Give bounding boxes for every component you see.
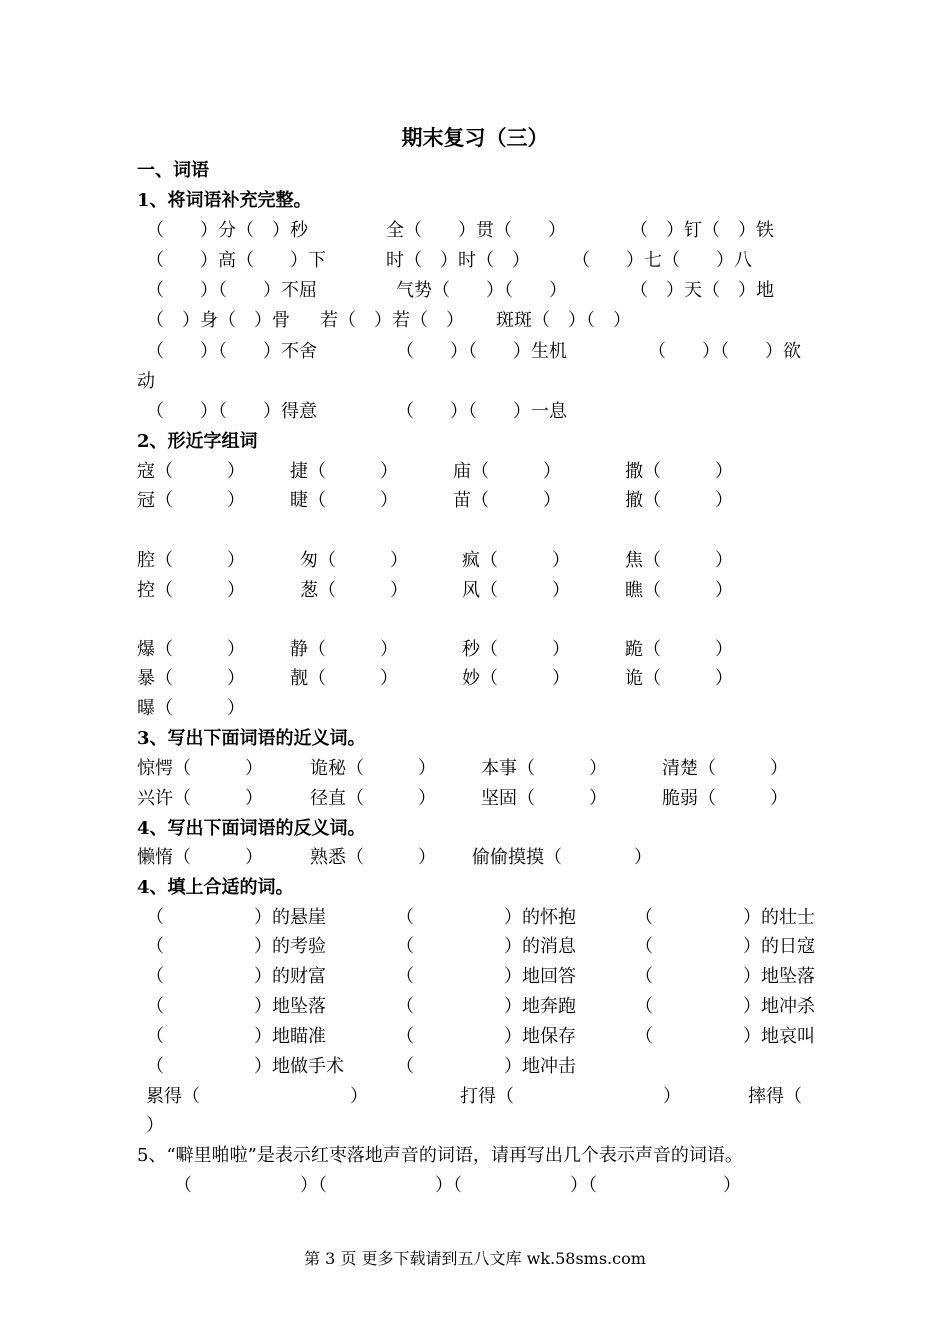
char-item: 爆（ ）	[137, 639, 245, 660]
char-item: 曝（ ）	[137, 698, 245, 719]
char-item: 诡（ ）	[625, 668, 733, 689]
fill-item: 全（ ）贯（ ）	[386, 220, 566, 241]
char-item: 妙（ ）	[462, 668, 570, 689]
synonym-item: 诡秘（ ）	[310, 758, 436, 779]
fill-item: （ ）七（ ）八	[572, 250, 752, 271]
fill-item: （ ）（ ）不屈	[146, 280, 317, 301]
phrase-item: （ ）地回答	[396, 966, 576, 987]
phrase-item: （ ）的消息	[396, 936, 576, 957]
char-item: 疯（ ）	[462, 550, 570, 571]
phrase-item: （ ）地哀叫	[635, 1026, 815, 1047]
phrase-item: （ ）地保存	[396, 1026, 576, 1047]
de-phrase-label: 累得（	[146, 1086, 200, 1107]
synonym-item: 坚固（ ）	[481, 788, 607, 809]
fill-item: （ ）（ ）生机	[396, 341, 567, 362]
phrase-item: （ ）的壮士	[635, 907, 815, 928]
char-item: 腔（ ）	[137, 550, 245, 571]
char-item: 秒（ ）	[462, 639, 570, 660]
question-3-heading: 3、写出下面词语的近义词。	[137, 728, 366, 749]
phrase-item: （ ）的悬崖	[146, 907, 326, 928]
char-item: 瞧（ ）	[625, 580, 733, 601]
synonym-item: 惊愕（ ）	[137, 758, 263, 779]
char-item: 跪（ ）	[625, 639, 733, 660]
fill-item: （ ）（ ）不舍	[146, 341, 317, 362]
question-1-heading: 1、将词语补充完整。	[137, 190, 312, 211]
phrase-item: （ ）地坠落	[635, 966, 815, 987]
fill-item: 时（ ）时（ ）	[386, 250, 530, 271]
char-item: 风（ ）	[462, 580, 570, 601]
section-heading: 一、词语	[137, 160, 209, 181]
antonym-item: 懒惰（ ）	[137, 847, 263, 868]
char-item: 撤（ ）	[625, 490, 733, 511]
phrase-item: （ ）的考验	[146, 936, 326, 957]
page-footer: 第 3 页 更多下载请到五八文库 wk.58sms.com	[304, 1249, 646, 1268]
phrase-item: （ ）地做手术	[146, 1056, 344, 1077]
char-item: 庙（ ）	[453, 461, 561, 482]
synonym-item: 径直（ ）	[310, 788, 436, 809]
fill-item: （ ）（ ）一息	[396, 401, 567, 422]
synonym-item: 脆弱（ ）	[662, 788, 788, 809]
de-phrase-label: 摔得（	[748, 1086, 802, 1107]
char-item: 捷（ ）	[290, 461, 398, 482]
char-item: 控（ ）	[137, 580, 245, 601]
de-phrase-close: ）	[663, 1086, 681, 1107]
phrase-item: （ ）的日寇	[635, 936, 815, 957]
question-5-text: 5、“噼里啪啦”是表示红枣落地声音的词语，请再写出几个表示声音的词语。	[137, 1145, 743, 1166]
question-4b-heading: 4、填上合适的词。	[137, 877, 294, 898]
fill-item: 动	[137, 371, 155, 392]
phrase-item: （ ）的财富	[146, 966, 326, 987]
antonym-item: 偷偷摸摸（ ）	[472, 847, 652, 868]
phrase-item: （ ）地瞄准	[146, 1026, 326, 1047]
synonym-item: 兴许（ ）	[137, 788, 263, 809]
fill-item: 气势（ ）（ ）	[396, 280, 567, 301]
char-item: 焦（ ）	[625, 550, 733, 571]
phrase-item: （ ）地坠落	[146, 996, 326, 1017]
phrase-item: （ ）地冲击	[396, 1056, 576, 1077]
char-item: 葱（ ）	[300, 580, 408, 601]
antonym-item: 熟悉（ ）	[310, 847, 436, 868]
char-item: 冠（ ）	[137, 490, 245, 511]
fill-item: （ ）身（ ）骨	[146, 310, 290, 331]
question-2-heading: 2、形近字组词	[137, 431, 258, 452]
char-item: 苗（ ）	[453, 490, 561, 511]
fill-item: 斑斑（ ）（ ）	[496, 310, 631, 331]
question-4a-heading: 4、写出下面词语的反义词。	[137, 818, 366, 839]
char-item: 靓（ ）	[290, 668, 398, 689]
synonym-item: 本事（ ）	[481, 758, 607, 779]
char-item: 撒（ ）	[625, 461, 733, 482]
fill-item: （ ）天（ ）地	[630, 280, 774, 301]
de-phrase-close: ）	[146, 1115, 164, 1136]
phrase-item: （ ）的怀抱	[396, 907, 576, 928]
fill-item: （ ）（ ）欲	[648, 341, 801, 362]
char-item: 静（ ）	[290, 639, 398, 660]
fill-item: （ ）（ ）得意	[146, 401, 317, 422]
char-item: 暴（ ）	[137, 668, 245, 689]
fill-item: （ ）分（ ）秒	[146, 220, 308, 241]
fill-item: （ ）钉（ ）铁	[630, 220, 774, 241]
char-item: 睫（ ）	[290, 490, 398, 511]
synonym-item: 清楚（ ）	[662, 758, 788, 779]
phrase-item: （ ）地奔跑	[396, 996, 576, 1017]
phrase-item: （ ）地冲杀	[635, 996, 815, 1017]
page-title: 期末复习（三）	[401, 125, 549, 150]
de-phrase-label: 打得（	[460, 1086, 514, 1107]
sound-word-blanks: （ ）（ ）（ ）（ ）	[174, 1175, 741, 1196]
char-item: 寇（ ）	[137, 461, 245, 482]
char-item: 匆（ ）	[300, 550, 408, 571]
fill-item: （ ）高（ ）下	[146, 250, 326, 271]
de-phrase-close: ）	[350, 1086, 368, 1107]
fill-item: 若（ ）若（ ）	[320, 310, 464, 331]
